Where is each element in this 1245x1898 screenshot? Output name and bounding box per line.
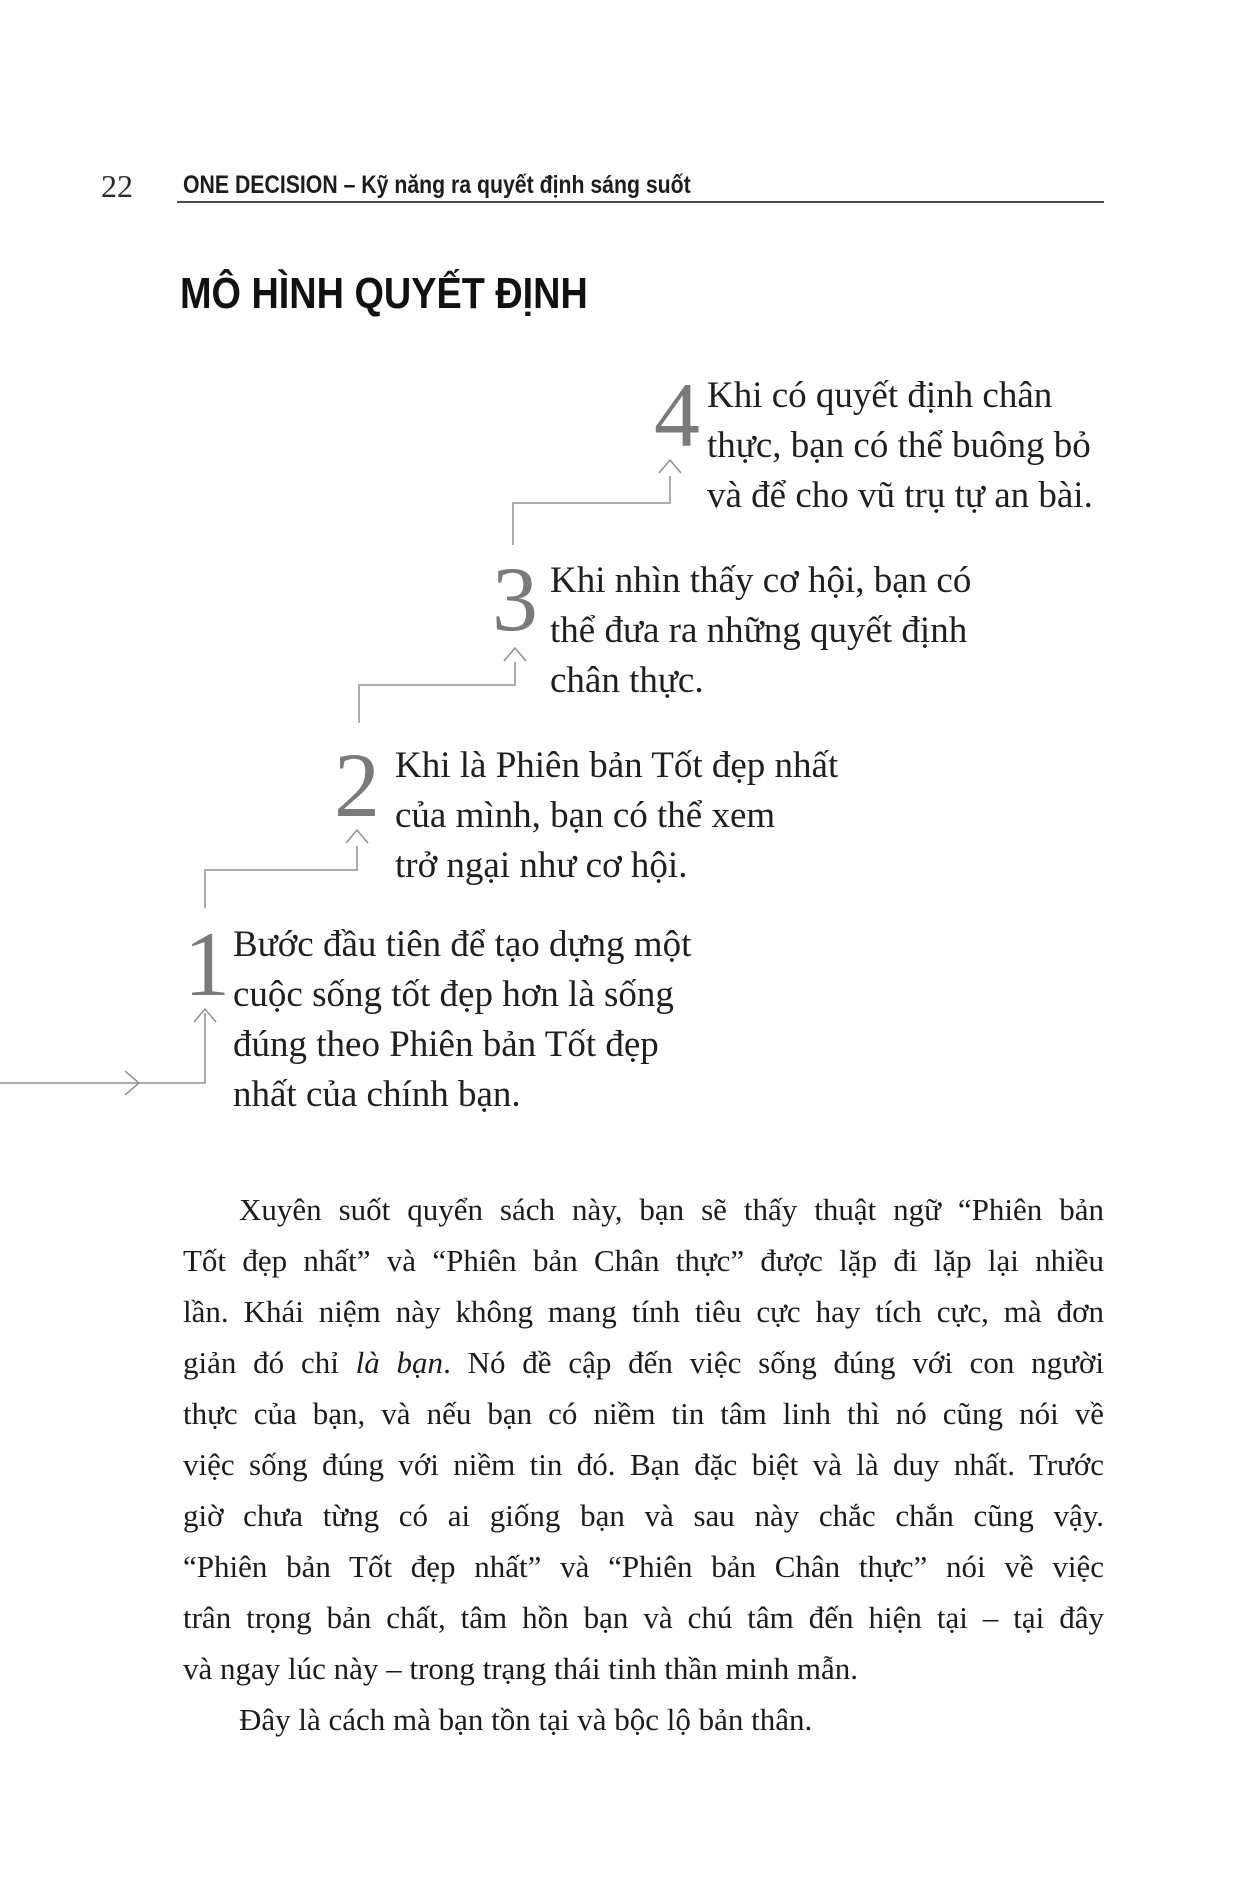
body-line: trân trọng bản chất, tâm hồn bạn và chú tâm đến hiện tại – tại đây — [183, 1600, 1104, 1635]
running-header: ONE DECISION – Kỹ năng ra quyết định sáng suốt — [183, 171, 691, 199]
step-text-1 — [233, 920, 691, 1120]
body-line: “Phiên bản Tốt đẹp nhất” và “Phiên bản Chân thực” nói về việc — [183, 1549, 1104, 1584]
connector-3-4 — [513, 476, 670, 545]
step-text-line: nhất của chính bạn. — [233, 1074, 521, 1115]
body-line: và ngay lúc này – trong trạng thái tinh thần minh mẫn. — [183, 1651, 858, 1686]
connector-1-2 — [205, 846, 357, 908]
step-text-line: Khi có quyết định chân — [707, 375, 1053, 416]
header-rule — [177, 201, 1104, 203]
step-text-line: thực, bạn có thể buông bỏ — [707, 425, 1091, 466]
body-line: việc sống đúng với niềm tin đó. Bạn đặc biệt và là duy nhất. Trước — [183, 1447, 1104, 1482]
step-text-line: trở ngại như cơ hội. — [395, 845, 688, 886]
paragraph-2: Đây là cách mà bạn tồn tại và bộc lộ bản thân. — [239, 1702, 813, 1737]
step-number-4: 4 — [654, 364, 700, 466]
section-title: MÔ HÌNH QUYẾT ĐỊNH — [180, 269, 588, 318]
step-text-line: thể đưa ra những quyết định — [550, 610, 968, 651]
body-line: giản đó chỉ là bạn. Nó đề cập đến việc sống đúng với con người — [183, 1345, 1104, 1380]
step-text-line: Bước đầu tiên để tạo dựng một — [233, 924, 692, 965]
paragraph-1 — [183, 1184, 1104, 1694]
step-text-line: Khi nhìn thấy cơ hội, bạn có — [550, 560, 972, 601]
arrowhead-right-icon — [125, 1071, 139, 1095]
connector-2-3 — [359, 662, 515, 723]
step-number-2: 2 — [334, 734, 380, 836]
step-number-1: 1 — [184, 913, 230, 1015]
body-line: Tốt đẹp nhất” và “Phiên bản Chân thực” được lặp đi lặp lại nhiều — [183, 1243, 1104, 1278]
body-line: Xuyên suốt quyển sách này, bạn sẽ thấy thuật ngữ “Phiên bản — [239, 1192, 1104, 1227]
body-line: thực của bạn, và nếu bạn có niềm tin tâm linh thì nó cũng nói về — [183, 1396, 1104, 1431]
connector-entry — [0, 1013, 205, 1083]
step-text-line: cuộc sống tốt đẹp hơn là sống — [233, 974, 674, 1015]
page-number: 22 — [101, 168, 133, 204]
step-number-3: 3 — [492, 548, 538, 650]
step-text-4 — [707, 371, 1093, 521]
step-text-2 — [395, 741, 838, 891]
body-line: giờ chưa từng có ai giống bạn và sau này chắc chắn cũng vậy. — [183, 1498, 1104, 1533]
step-text-line: của mình, bạn có thể xem — [395, 795, 776, 836]
step-text-line: đúng theo Phiên bản Tốt đẹp — [233, 1024, 659, 1065]
body-text — [183, 1184, 1104, 1745]
step-text-line: và để cho vũ trụ tự an bài. — [707, 475, 1093, 516]
step-text-3 — [550, 556, 971, 706]
step-text-line: Khi là Phiên bản Tốt đẹp nhất — [395, 745, 839, 786]
step-text-line: chân thực. — [550, 660, 704, 701]
body-line: lần. Khái niệm này không mang tính tiêu cực hay tích cực, mà đơn — [183, 1294, 1104, 1329]
